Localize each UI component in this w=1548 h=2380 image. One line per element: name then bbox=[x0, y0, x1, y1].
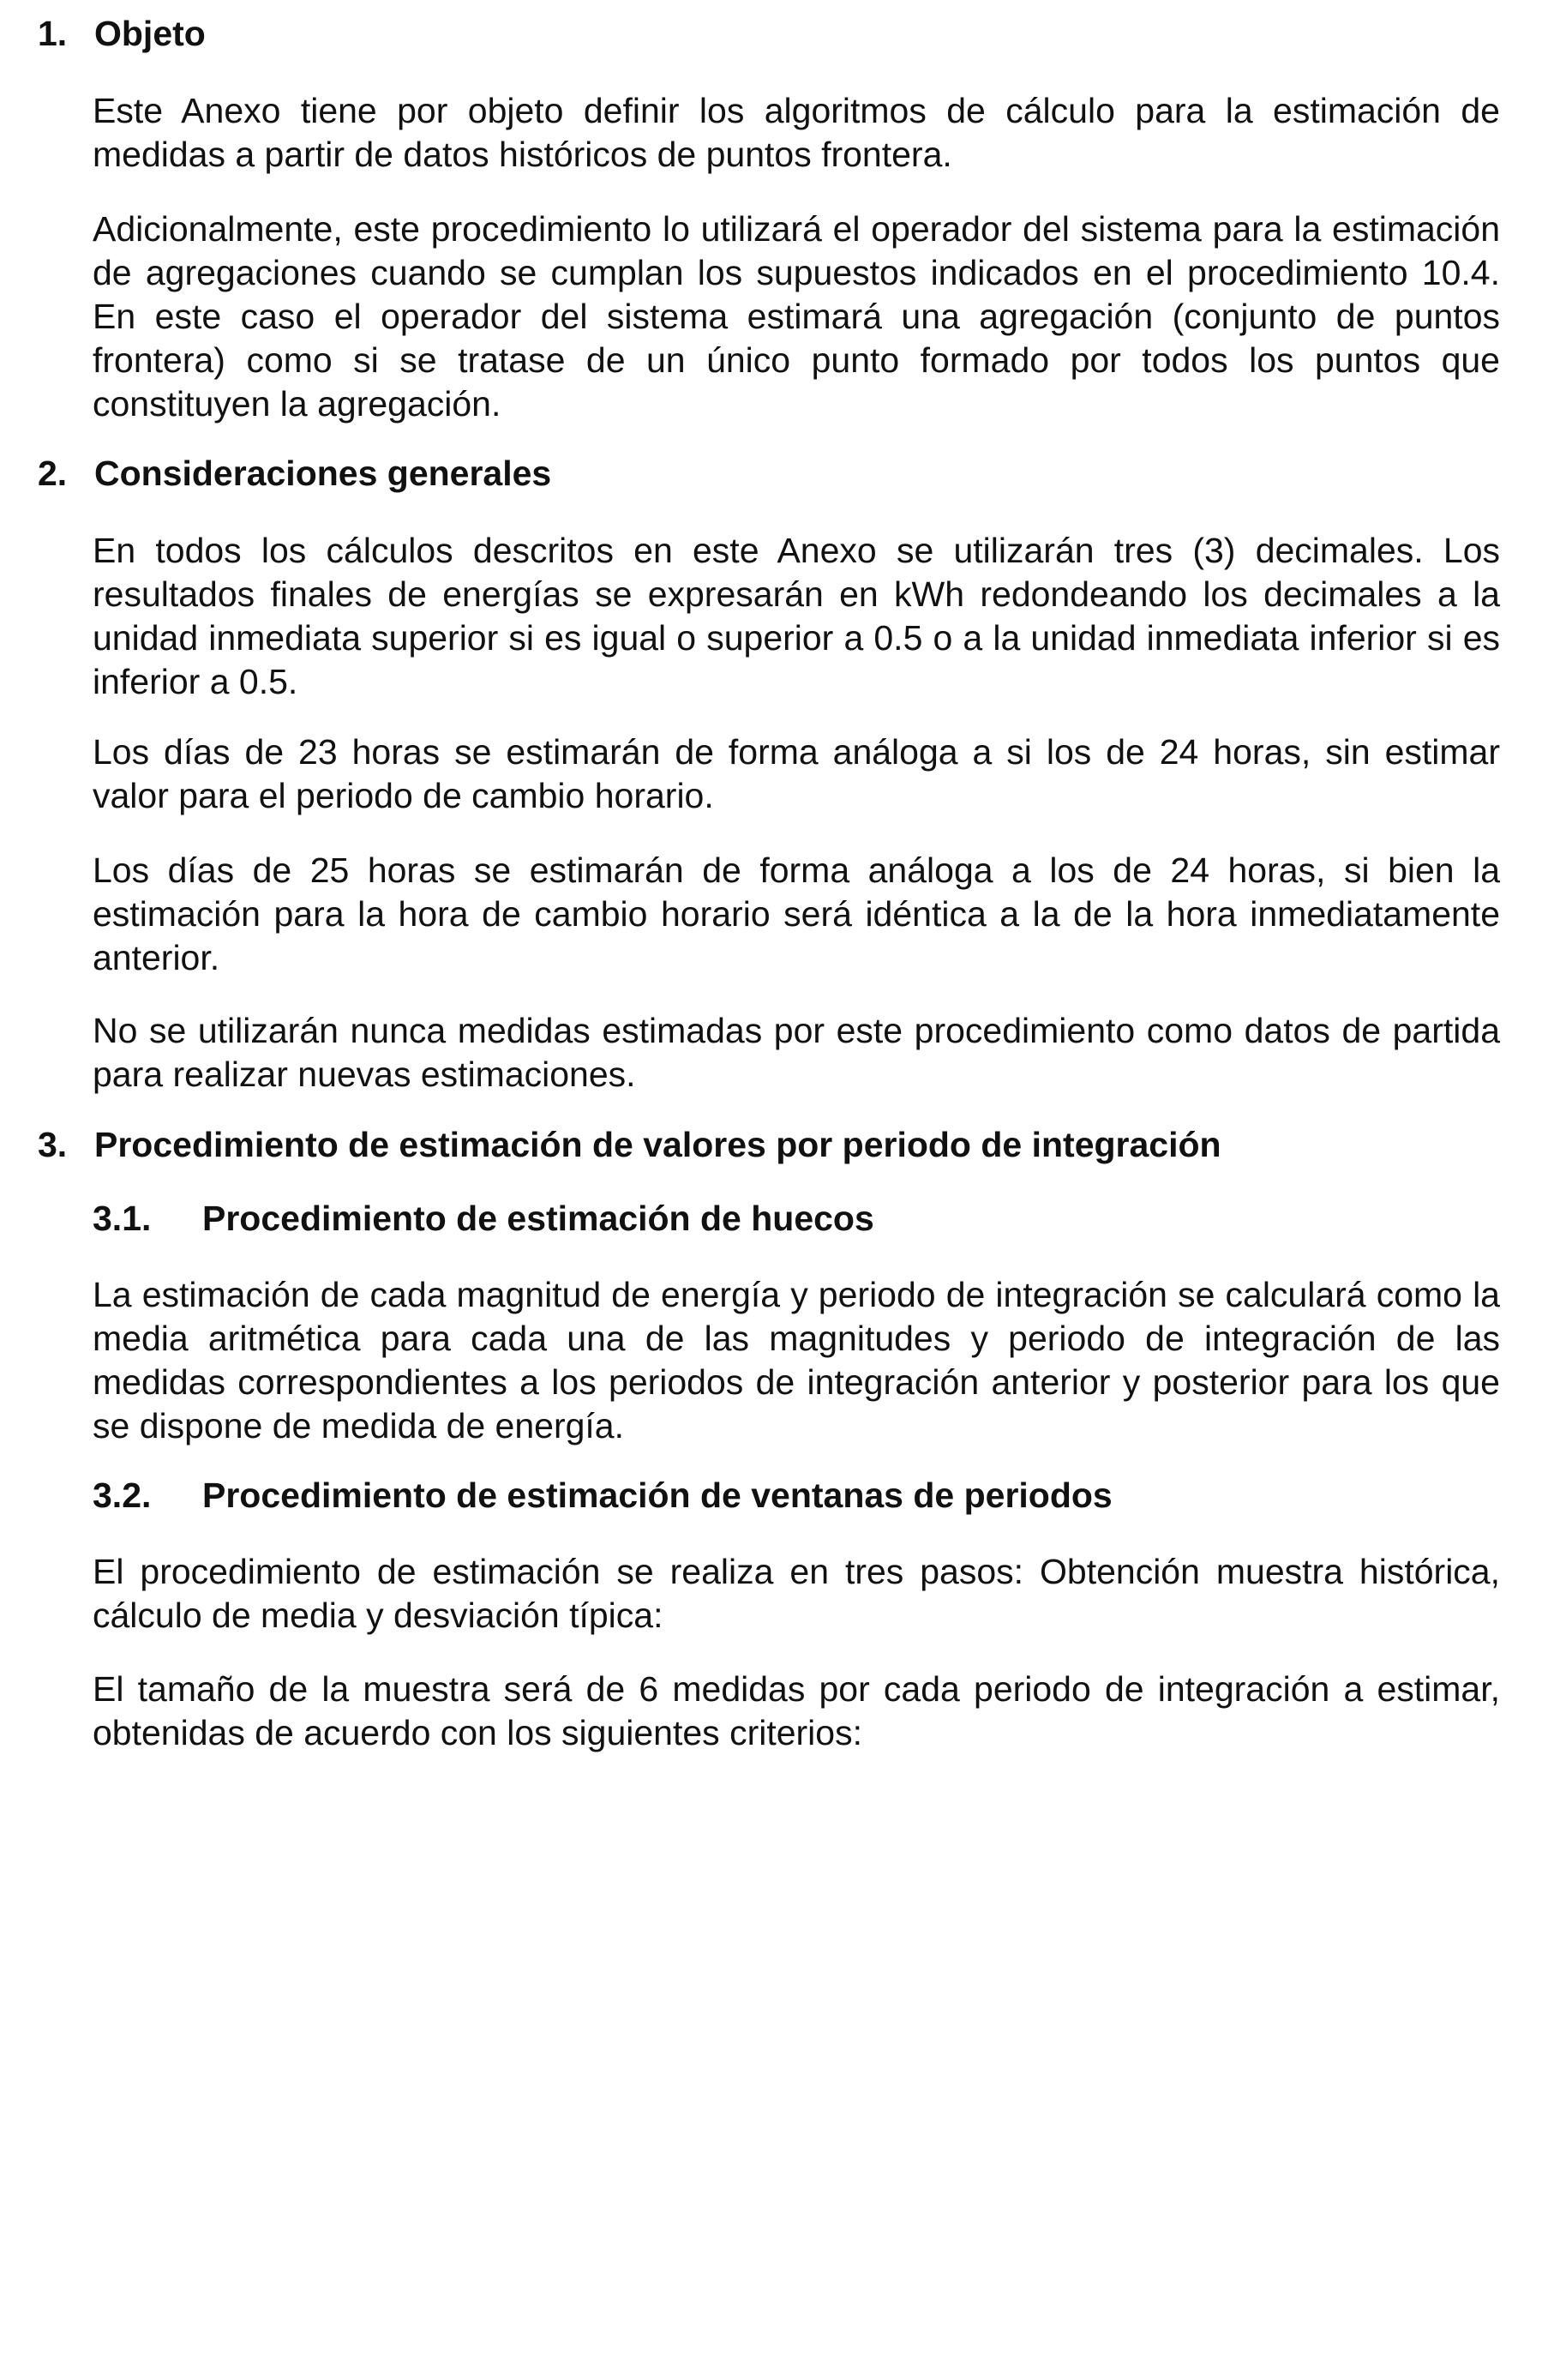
paragraph: El procedimiento de estimación se realiza en tres pasos: Obtención muestra histórica, cálculo de media y desviación típica: bbox=[93, 1552, 1500, 1635]
paragraph: La estimación de cada magnitud de energía y periodo de integración se calculará como la media aritmética para cada una de las magnitudes y periodo de integración de las medidas correspondientes a los periodos de integración anterior y posterior para los que se dispone de medida de energía. bbox=[93, 1275, 1500, 1445]
paragraph: Este Anexo tiene por objeto definir los algoritmos de cálculo para la estimación de medidas a partir de datos históricos de puntos frontera. bbox=[93, 91, 1500, 174]
section-number: 2. bbox=[38, 454, 68, 493]
paragraph: No se utilizarán nunca medidas estimadas por este procedimiento como datos de partida para realizar nuevas estimaciones. bbox=[93, 1011, 1500, 1094]
subsection-number: 3.1. bbox=[93, 1199, 152, 1238]
subsection-number: 3.2. bbox=[93, 1475, 152, 1515]
subsection-title: Procedimiento de estimación de huecos bbox=[202, 1199, 874, 1238]
section-title: Procedimiento de estimación de valores por periodo de integración bbox=[94, 1125, 1221, 1164]
section-title: Objeto bbox=[94, 14, 206, 53]
section-title: Consideraciones generales bbox=[94, 454, 552, 493]
paragraph: Adicionalmente, este procedimiento lo utilizará el operador del sistema para la estimación de agregaciones cuando se cumplan los supuestos indicados en el procedimiento 10.4. En este caso el operador del sistema estimará una agregación (conjunto de puntos frontera) como si se tratase de un único punto formado por todos los puntos que constituyen la agregación. bbox=[93, 209, 1500, 424]
section-number: 3. bbox=[38, 1125, 68, 1164]
paragraph: Los días de 23 horas se estimarán de forma análoga a si los de 24 horas, sin estimar valor para el periodo de cambio horario. bbox=[93, 732, 1500, 815]
section-number: 1. bbox=[38, 14, 68, 53]
paragraph: El tamaño de la muestra será de 6 medidas por cada periodo de integración a estimar, obtenidas de acuerdo con los siguientes criterios: bbox=[93, 1669, 1500, 1752]
paragraph: En todos los cálculos descritos en este Anexo se utilizarán tres (3) decimales. Los resultados finales de energías se expresarán en kWh redondeando los decimales a la unidad inmediata superior si es igual o superior a 0.5 o a la unidad inmediata inferior si es inferior a 0.5. bbox=[93, 531, 1500, 701]
paragraph: Los días de 25 horas se estimarán de forma análoga a los de 24 horas, si bien la estimación para la hora de cambio horario será idéntica a la de la hora inmediatamente anterior. bbox=[93, 850, 1500, 977]
subsection-title: Procedimiento de estimación de ventanas de periodos bbox=[202, 1475, 1113, 1515]
